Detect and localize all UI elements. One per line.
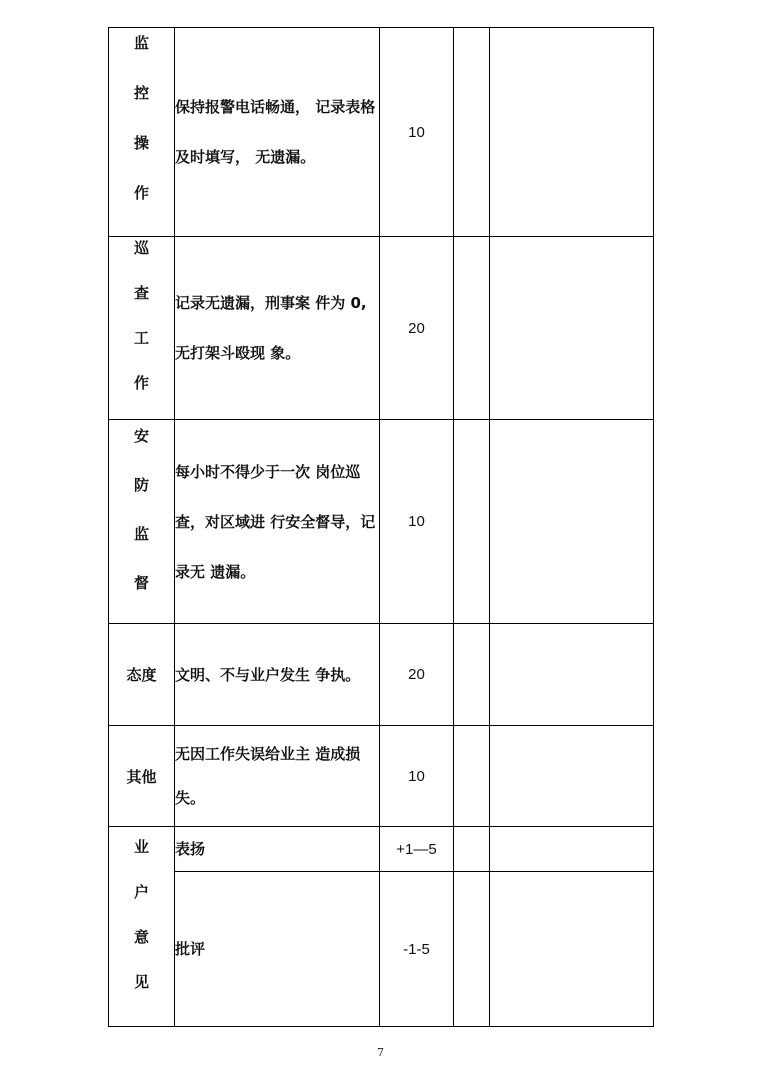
table-row xyxy=(109,872,654,1027)
standard-cell: 无因工作失误给业主 造成损失。 xyxy=(175,726,380,827)
category-cell: 态度 xyxy=(109,624,175,726)
remarks-cell xyxy=(490,237,654,420)
table-row xyxy=(109,420,654,624)
table-row xyxy=(109,827,654,872)
praise-cell: 表扬 xyxy=(175,827,380,872)
self-score-cell xyxy=(454,827,490,872)
score-cell: 10 xyxy=(380,28,454,237)
standard-cell: 保持报警电话畅通， 记录表格及时填写， 无遗漏。 xyxy=(175,28,380,237)
standard-cell: 记录无遗漏，刑事案 件为 0,无打架斗殴现 象。 xyxy=(175,237,380,420)
remarks-cell xyxy=(490,726,654,827)
assessment-sheet xyxy=(108,27,653,1027)
remarks-cell xyxy=(490,28,654,237)
feedback-category-label: 业户意见 xyxy=(133,837,149,991)
table-row xyxy=(109,624,654,726)
score-cell: 20 xyxy=(380,624,454,726)
criticism-cell: 批评 xyxy=(175,872,380,1027)
remarks-cell xyxy=(490,420,654,624)
score-cell: 10 xyxy=(380,420,454,624)
table-row xyxy=(109,28,654,237)
praise-score-cell: +1—5 xyxy=(380,827,454,872)
self-score-cell xyxy=(454,237,490,420)
category-cell xyxy=(109,28,175,237)
category-label: 安防监督 xyxy=(133,426,149,592)
self-score-cell xyxy=(454,726,490,827)
criticism-score-cell: -1-5 xyxy=(380,872,454,1027)
feedback-category-cell xyxy=(109,827,175,1027)
category-cell: 其他 xyxy=(109,726,175,827)
category-label: 巡查工作 xyxy=(133,239,149,392)
standard-cell: 每小时不得少于一次 岗位巡查，对区域进 行安全督导，记录无 遗漏。 xyxy=(175,420,380,624)
table-row xyxy=(109,237,654,420)
remarks-cell xyxy=(490,624,654,726)
self-score-cell xyxy=(454,28,490,237)
remarks-cell xyxy=(490,827,654,872)
self-score-cell xyxy=(454,872,490,1027)
remarks-cell xyxy=(490,872,654,1027)
standard-cell: 文明、不与业户发生 争执。 xyxy=(175,624,380,726)
score-cell: 20 xyxy=(380,237,454,420)
score-cell: 10 xyxy=(380,726,454,827)
category-label: 监控操作 xyxy=(133,34,149,202)
self-score-cell xyxy=(454,420,490,624)
self-score-cell xyxy=(454,624,490,726)
page-number: 7 xyxy=(377,1046,384,1059)
assessment-table xyxy=(108,27,654,1027)
category-cell xyxy=(109,237,175,420)
category-cell xyxy=(109,420,175,624)
table-row xyxy=(109,726,654,827)
